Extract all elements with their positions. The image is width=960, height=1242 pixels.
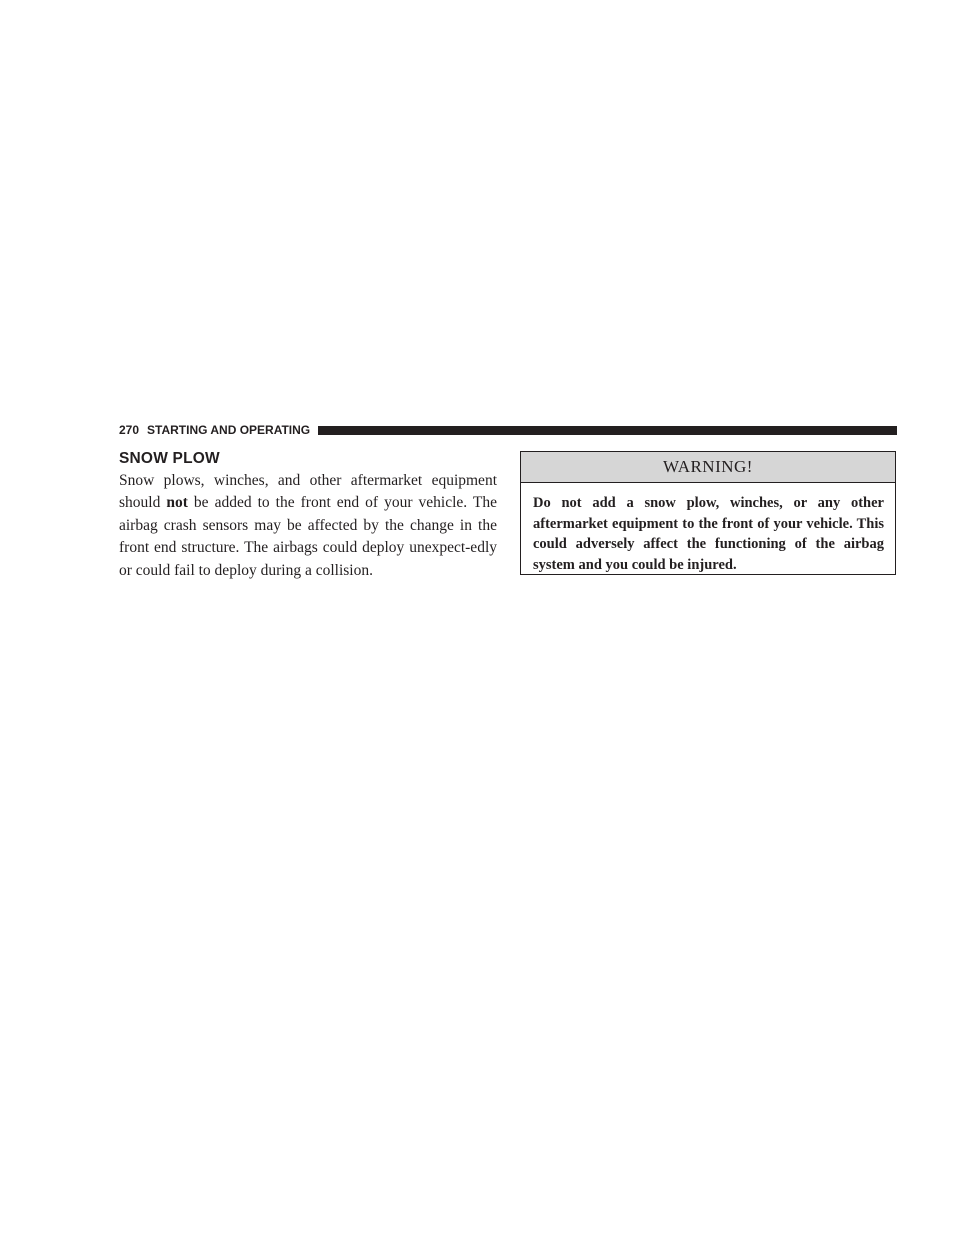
snow-plow-section (119, 449, 497, 582)
body-text-start: Snow plows, winches, and other aftermarket equipment should (119, 472, 497, 512)
warning-title: WARNING! (521, 452, 895, 483)
page-header (119, 423, 897, 437)
section-body (119, 470, 497, 582)
section-title: STARTING AND OPERATING (147, 423, 311, 437)
body-emphasis: not (166, 494, 188, 512)
page-number: 270 (119, 423, 140, 437)
body-text-end: be added to the front end of your vehicle. The airbag crash sensors may be affected by the change in the front end structure. The airbags could deploy unexpect-edly or could fail to deploy during a collision. (119, 494, 497, 579)
warning-text: Do not add a snow plow, winches, or any other aftermarket equipment to the front of your vehicle. This could adversely affect the functioning of the airbag system and you could be injured. (533, 495, 884, 573)
warning-box (520, 451, 896, 575)
section-heading: SNOW PLOW (119, 450, 220, 467)
header-rule (318, 426, 897, 435)
